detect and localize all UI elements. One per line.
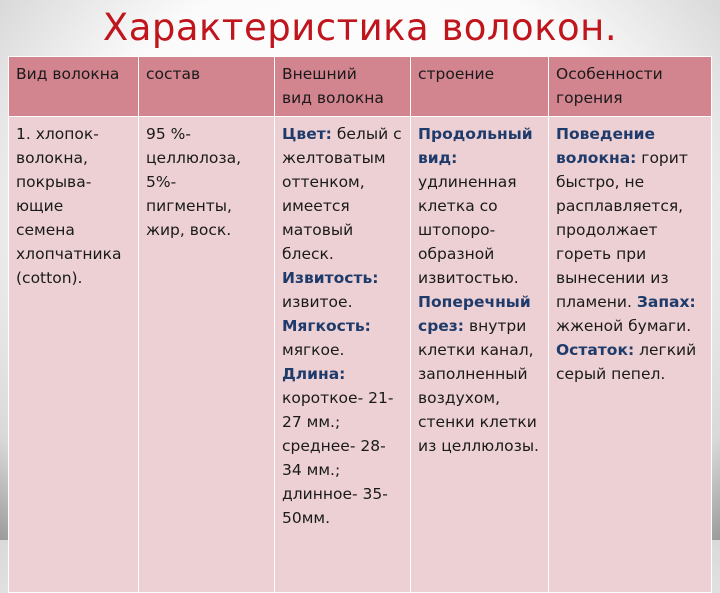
color-text: белый с желтоватым оттенком, имеется матовый блеск.	[282, 125, 402, 263]
header-fiber-type: Вид волокна	[9, 57, 139, 117]
crimp-label: Извитость:	[282, 269, 379, 287]
longitudinal-label: Продольный вид:	[418, 125, 533, 167]
fiber-characteristics-table	[8, 56, 712, 593]
softness-text: мягкое.	[282, 341, 345, 359]
table-header-row	[9, 57, 712, 117]
behavior-text: горит быстро, не расплавляется, продолжает гореть при вынесении из пламени.	[556, 149, 688, 311]
residue-text: легкий серый пепел.	[556, 341, 697, 383]
smell-label: Запах:	[636, 293, 696, 311]
smell-text: жженой бумаги.	[556, 317, 692, 335]
cell-appearance	[275, 117, 411, 593]
composition-text: 95 %- целлюлоза, 5%- пигменты, жир, воск.	[146, 125, 242, 239]
cell-fiber-type	[9, 117, 139, 593]
cross-section-text: внутри клетки канал, заполненный воздухом, стенки клетки из целлюлозы.	[418, 317, 539, 455]
header-structure: строение	[411, 57, 549, 117]
color-label: Цвет:	[282, 125, 332, 143]
crimp-text: извитое.	[282, 293, 353, 311]
cell-composition	[139, 117, 275, 593]
longitudinal-text: удлиненная клетка со штопоро- образной извитостью.	[418, 173, 519, 287]
page-title: Характеристика волокон.	[102, 6, 618, 49]
header-appearance: Внешний вид волокна	[275, 57, 411, 117]
fiber-type-text: 1. хлопок- волокна, покрыва- ющие семена хлопчатника (cotton).	[16, 125, 122, 287]
cell-burning	[549, 117, 712, 593]
residue-label: Остаток:	[556, 341, 635, 359]
header-burning: Особенности горения	[549, 57, 712, 117]
length-label: Длина:	[282, 365, 346, 383]
cell-structure	[411, 117, 549, 593]
cross-section-label: Поперечный срез:	[418, 293, 531, 335]
table-row	[9, 117, 712, 593]
length-text: короткое- 21- 27 мм.; среднее- 28- 34 мм.; длинное- 35- 50мм.	[282, 389, 394, 527]
header-composition: состав	[139, 57, 275, 117]
behavior-label: Поведение волокна:	[556, 125, 656, 167]
softness-label: Мягкость:	[282, 317, 371, 335]
